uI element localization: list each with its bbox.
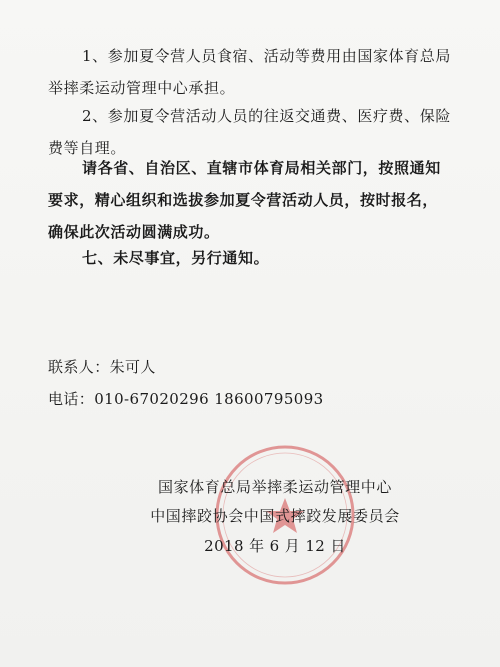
contact-person: 联系人：朱可人: [48, 358, 156, 376]
item-2-paragraph: 2、参加夏令营活动人员的往返交通费、医疗费、保险费等自理。: [48, 107, 451, 157]
section-7-paragraph: 七、未尽事宜，另行通知。: [82, 249, 270, 267]
item-1-paragraph: 1、参加夏令营人员食宿、活动等费用由国家体育总局举摔柔运动管理中心承担。: [48, 47, 451, 97]
signature-org-1: 国家体育总局举摔柔运动管理中心: [157, 478, 392, 496]
notice-paragraph: 请各省、自治区、直辖市体育局相关部门，按照通知要求，精心组织和选拔参加夏令营活动人员，按时报名，确保此次活动圆满成功。: [48, 159, 441, 241]
contact-phone: 电话：010-67020296 18600795093: [48, 390, 324, 408]
signature-org-2: 中国摔跤协会中国式摔跤发展委员会: [150, 507, 400, 525]
signature-date: 2018 年 6 月 12 日: [204, 537, 346, 555]
